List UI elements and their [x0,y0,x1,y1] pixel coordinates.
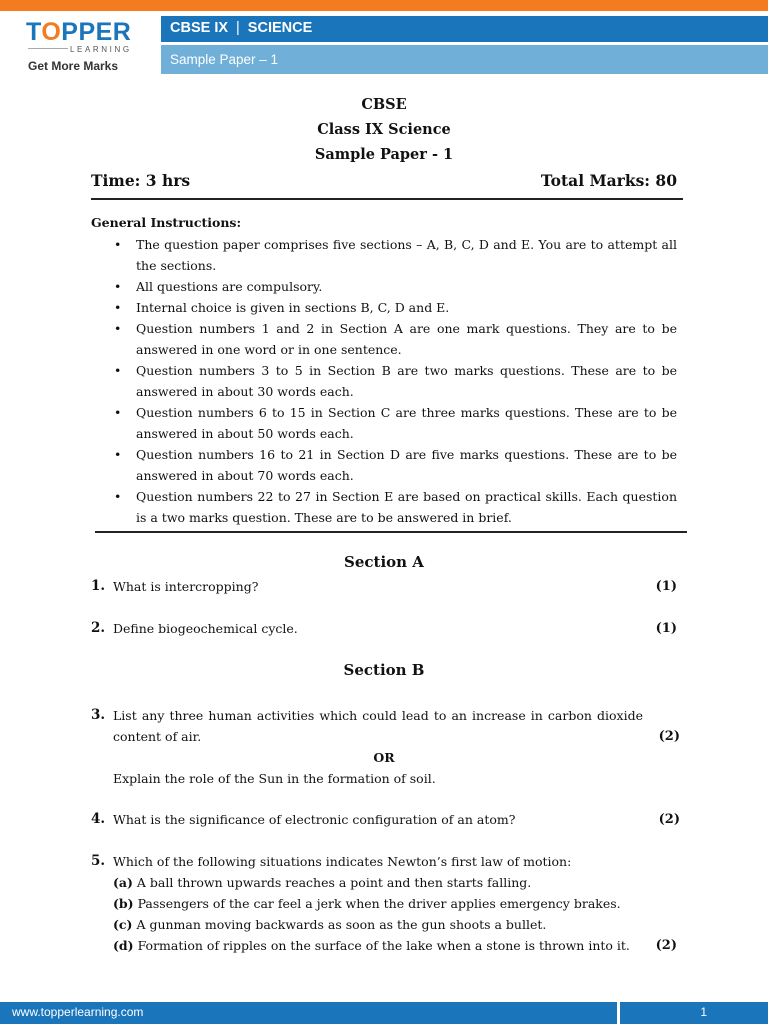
instruction-item: • Question numbers 22 to 27 in Section E are based on practical skills. Each question is a two marks question. These are to be answered in brief. [114,486,677,528]
question-text: Define biogeochemical cycle. [113,621,298,636]
question-marks: (2) [658,729,680,744]
question-text: List any three human activities which could lead to an increase in carbon dioxide content of air. [113,708,643,744]
instruction-item: • Question numbers 6 to 15 in Section C are three marks questions. These are to be answered in about 50 words each. [114,402,677,444]
instruction-item: • Internal choice is given in sections B, C, D and E. [114,297,677,318]
question-4 [91,809,680,830]
instruction-item: • Question numbers 16 to 21 in Section D are five marks questions. These are to be answered in about 70 words each. [114,444,677,486]
footer-bar [0,1002,768,1024]
instructions-divider [95,531,687,533]
title-board: CBSE [361,96,407,113]
header-subject: SCIENCE [247,20,313,36]
instructions-heading: General Instructions: [91,215,242,230]
time-allowed: Time: 3 hrs [91,171,191,190]
option-a: (a) A ball thrown upwards reaches a point and then starts falling. [113,875,532,890]
option-b: (b) Passengers of the car feel a jerk when the driver applies emergency brakes. [113,896,621,911]
question-number: 2. [91,620,106,636]
question-marks: (2) [658,812,680,827]
option-d: (d) Formation of ripples on the surface of the lake when a stone is thrown into it. [113,938,630,953]
question-marks: (1) [655,621,677,636]
logo-wordmark: TOPPER [26,18,132,46]
question-text: What is intercropping? [113,579,259,594]
question-2 [91,618,677,639]
question-text: What is the significance of electronic configuration of an atom? [113,812,516,827]
page-number: 1 [700,1005,707,1019]
header-paper: Sample Paper – 1 [170,52,279,67]
question-text: Which of the following situations indicates Newton’s first law of motion: [113,854,572,869]
footer-divider [617,1002,620,1024]
logo-tagline: Get More Marks [28,59,119,73]
title-paper: Sample Paper - 1 [314,146,454,163]
section-a-title: Section A [344,553,424,571]
header-board: CBSE IX [170,20,229,36]
header-subject-bar [161,16,768,42]
option-c: (c) A gunman moving backwards as soon as the gun shoots a bullet. [113,917,547,932]
question-marks: (2) [655,938,677,953]
question-number: 5. [91,853,106,869]
question-1 [91,576,677,597]
footer-url[interactable]: www.topperlearning.com [12,1005,144,1019]
instruction-item: • All questions are compulsory. [114,276,677,297]
or-label: OR [373,750,395,765]
question-number: 4. [91,811,106,827]
title-divider [91,198,683,200]
header-separator: | [236,20,240,36]
question-marks: (1) [655,579,677,594]
instruction-item: • Question numbers 3 to 5 in Section B are two marks questions. These are to be answered in about 30 words each. [114,360,677,402]
logo-divider [28,48,68,49]
question-alt-text: Explain the role of the Sun in the formation of soil. [113,771,436,786]
instruction-item: • Question numbers 1 and 2 in Section A are one mark questions. They are to be answered in one word or in one sentence. [114,318,677,360]
instruction-item: • The question paper comprises five sections – A, B, C, D and E. You are to attempt all the sections. [114,234,677,276]
topper-logo [26,16,136,76]
header-paper-bar [161,45,768,74]
logo-subtitle: LEARNING [70,45,132,54]
question-number: 3. [91,707,106,723]
question-3 [91,705,680,789]
section-b-title: Section B [343,661,425,679]
top-accent-bar [0,0,768,11]
question-number: 1. [91,578,106,594]
question-5 [91,851,677,956]
instructions-list [114,234,677,528]
total-marks: Total Marks: 80 [540,171,677,190]
title-class: Class IX Science [317,121,451,138]
